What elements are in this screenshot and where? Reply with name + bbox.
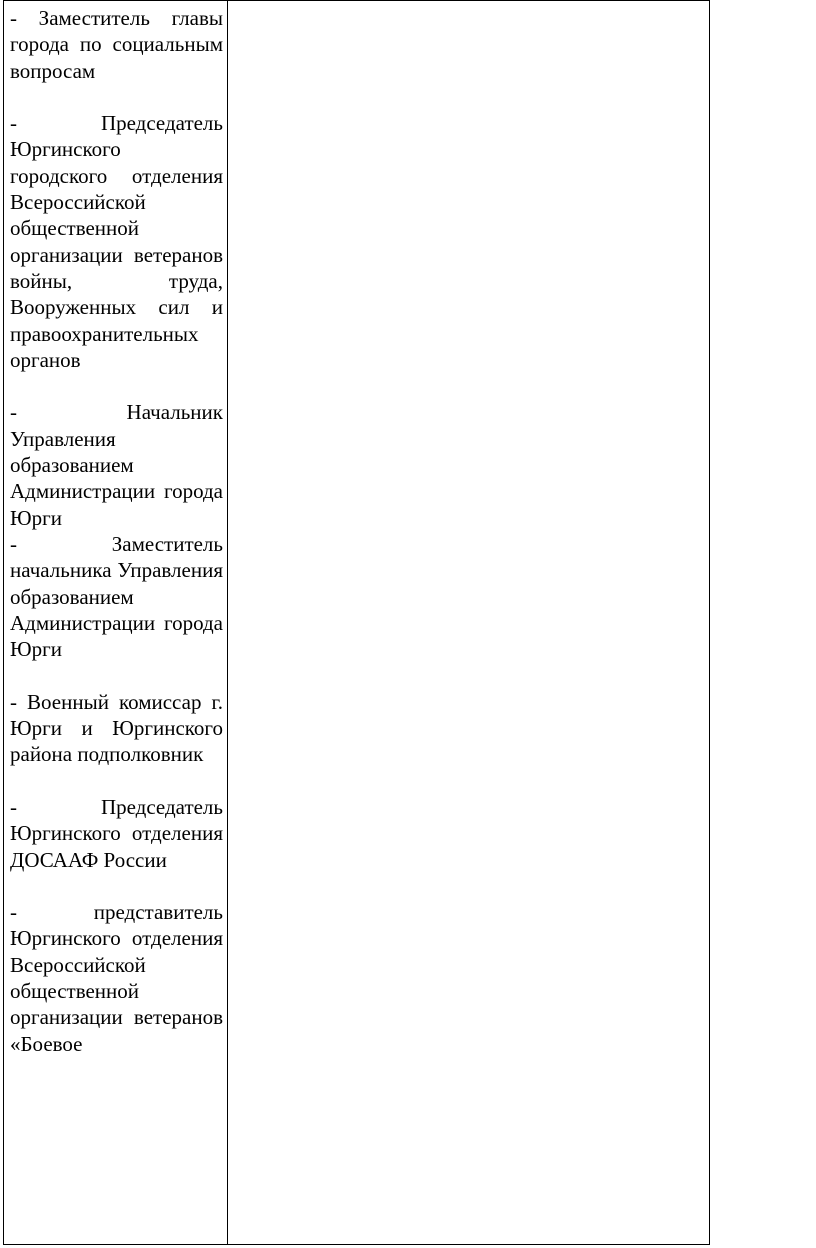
position-entry: - представитель Юргинского отделения Всероссийской общественной организации ветеранов «Боевое	[10, 900, 223, 1056]
position-entry: - Военный комиссар г. Юрги и Юргинского района подполковник	[10, 689, 223, 767]
position-entry: - Председатель Юргинского отделения ДОСААФ России	[10, 794, 223, 872]
position-entry: - Заместитель начальника Управления образованием Администрации города Юрги	[10, 531, 223, 662]
position-entry: - Начальник Управления образованием Администрации города Юрги	[10, 400, 223, 530]
position-entry: - Председатель Юргинского городского отделения Всероссийской общественной организации ветеранов войны, труда, Вооруженных сил и правоохранительных органов	[10, 111, 223, 372]
document-table	[3, 0, 710, 1245]
names-column	[228, 1, 709, 1244]
position-entry: - Заместитель главы города по социальным вопросам	[10, 6, 223, 83]
positions-column	[4, 1, 228, 1244]
